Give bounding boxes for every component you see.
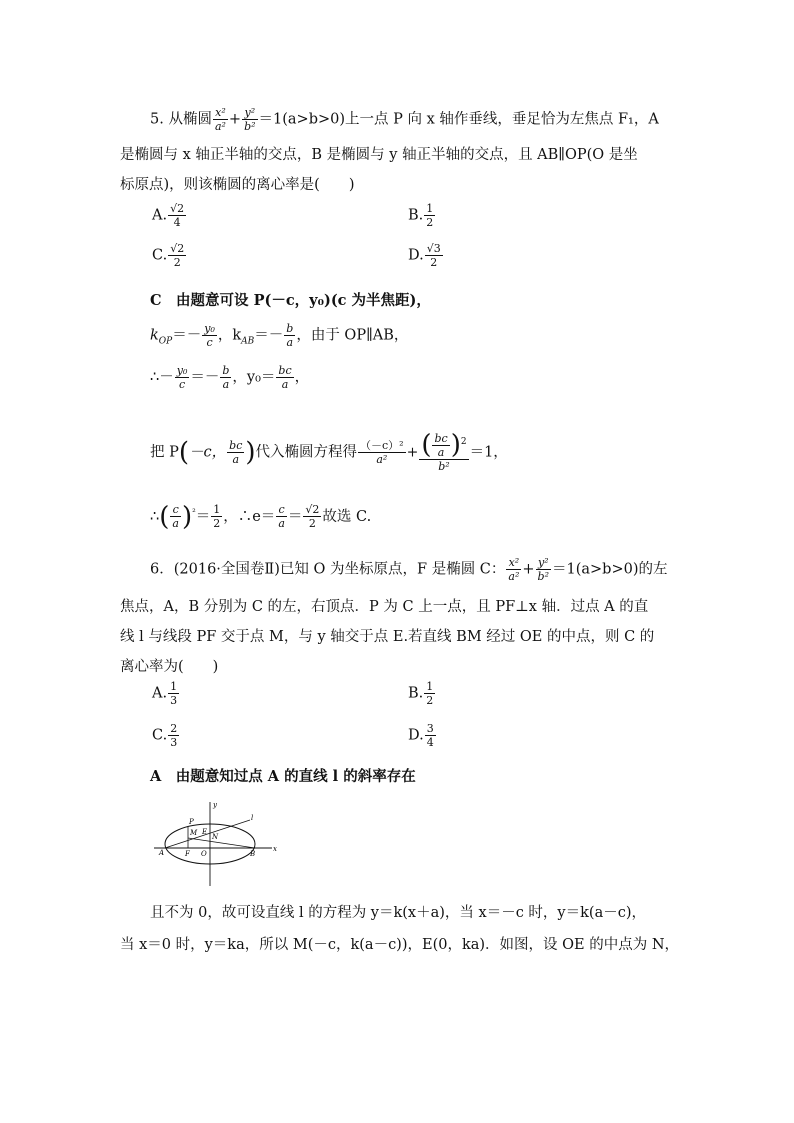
fraction: $\frac{1}{2}$ [426,680,434,707]
label-m: M [190,829,198,837]
option-d: D. $\frac{3}{4}$ [408,722,434,749]
label-e: E [202,828,208,836]
problem5-line3: 标原点)，则该椭圆的离心率是( ) [120,177,355,193]
fraction: $\frac{b}{a}$ [286,322,294,349]
fraction: $\frac{c}{a}$ [172,503,179,531]
label-f: F [185,850,190,858]
label-b: B [250,850,256,858]
left-paren: ( [159,501,170,532]
fraction-numerator [419,432,468,460]
solution5-line4: 把 P(－c， $\frac{bc}{a}$ )代入椭圆方程得 $\frac{\text{（－c）²}}{\text{a²}}$ + ( $\frac{bc}{a}$ )$^2$ b² ＝1， [150,430,508,473]
problem6-line2: 焦点，A，B 分别为 C 的左，右顶点．P 为 C 上一点，且 PF⊥x 轴．过点 A 的直 [120,599,649,615]
fraction: $\frac{3}{4}$ [426,722,434,749]
option-a: A. $\frac{√2}{4}$ [152,202,185,229]
problem6-line3: 线 l 与线段 PF 交于点 M，与 y 轴交于点 E.若直线 BM 经过 OE 的中点，则 C 的 [120,629,655,645]
fraction: $\frac{\text{x²}}{\text{a²}}$ [508,556,520,583]
line-bm [188,838,255,848]
solution6-line2: 且不为 0，故可设直线 l 的方程为 y＝k(x＋a)，当 x＝－c 时，y＝k(a－c)， [150,905,646,921]
fraction: $\frac{1}{2}$ [426,202,434,229]
problem5-label: 5. [150,111,164,128]
fraction: $\frac{√2}{2}$ [170,242,185,269]
solution6-line3: 当 x＝0 时，y＝ka，所以 M(－c，k(a－c))，E(0，ka)．如图，设 OE 的中点为 N， [120,937,680,953]
fraction: $\frac{c}{a}$ [278,503,285,531]
right-paren: ) [245,437,256,468]
fraction: $\frac{\text{y²}}{\text{b²}}$ [537,556,549,583]
problem6-line1: 6．(2016·全国卷Ⅱ)已知 O 为坐标原点，F 是椭圆 C： $\frac{\text{x²}}{\text{a²}}$ + $\frac{\text{y²}}{\text{b²}}$ ＝1(a>b>0)的左 [150,556,668,583]
fraction: $\frac{2}{3}$ [170,722,178,749]
solution5-line2: $k_{OP}=-$ $\frac{\text{y₀}}{c}$ ，$k_{AB}=-$ $\frac{b}{a}$ ，由于 OP∥AB， [150,322,409,349]
fraction: $\frac{bc}{a}$ [278,364,292,391]
fraction: $\frac{\text{y₀}}{c}$ [176,364,188,391]
fraction: $\frac{bc}{a}$ [434,432,448,459]
solution5-line5: ∴( $\frac{c}{a}$ )$^{^2}$＝ $\frac{1}{2}$ ，∴e＝ $\frac{c}{a}$ ＝ $\frac{√2}{2}$ 故选 C. [150,501,372,532]
left-paren: ( [421,430,432,460]
label-y: y [213,801,217,809]
ellipse-figure [150,798,280,890]
option-b: B. $\frac{1}{2}$ [408,202,434,229]
option-d: D. $\frac{√3}{2}$ [408,242,441,269]
option-c: C. $\frac{2}{3}$ [152,722,178,749]
superscript-2: 2 [460,436,467,447]
problem5-text: ＝1(a>b>0)上一点 P 向 x 轴作垂线，垂足恰为左焦点 F₁，A [258,111,659,128]
fraction: $\frac{√3}{2}$ [426,242,441,269]
option-c: C. $\frac{√2}{2}$ [152,242,185,269]
option-b: B. $\frac{1}{2}$ [408,680,434,707]
solution6-head: A 由题意知过点 A 的直线 l 的斜率存在 [150,768,416,785]
left-paren: ( [178,437,190,468]
label-a: A [159,849,165,857]
fraction: $\frac{1}{3}$ [170,680,178,707]
fraction: $\frac{b}{a}$ [222,364,230,391]
option-a: A. $\frac{1}{3}$ [152,680,178,707]
fraction: $\frac{1}{2}$ [213,503,221,531]
solution5-line3: ∴－ $\frac{\text{y₀}}{c}$ ＝－ $\frac{b}{a}$ ，y₀＝ $\frac{bc}{a}$ ， [150,364,310,391]
label-x: x [273,845,277,853]
label-n: N [212,833,219,841]
fraction: ( $\frac{bc}{a}$ )$^2$ b² [421,430,467,473]
problem5-line1: 5. 从椭圆 $\frac{\text{x²}}{\text{a²}}$ + $\frac{\text{y²}}{\text{b²}}$ ＝1(a>b>0)上一点 P 向 x 轴作垂线，垂足恰为左焦点 F₁，A [150,106,659,133]
problem5-line2: 是椭圆与 x 轴正半轴的交点，B 是椭圆与 y 轴正半轴的交点，且 AB∥OP(O 是坐 [120,147,638,163]
fraction: $\frac{\text{（－c）²}}{\text{a²}}$ [360,439,404,466]
label-l: l [251,814,254,822]
right-paren: ) [181,501,193,532]
fraction: $\frac{√2}{2}$ [305,503,320,531]
fraction: $\frac{\text{x²}}{\text{a²}}$ [214,106,226,133]
fraction: $\frac{bc}{a}$ [229,439,243,466]
label-p: P [189,818,194,826]
problem5-text: 从椭圆 [168,111,212,128]
problem6-line4: 离心率为( ) [120,659,219,675]
right-paren: ) [450,430,461,460]
fraction: $\frac{√2}{4}$ [170,202,185,229]
solution5-line1: C 由题意可设 P(－c，y₀)(c 为半焦距)， [150,292,431,309]
fraction: $\frac{\text{y₀}}{c}$ [204,322,215,349]
label-o: O [201,850,207,858]
fraction: $\frac{\text{y²}}{\text{b²}}$ [244,106,256,133]
